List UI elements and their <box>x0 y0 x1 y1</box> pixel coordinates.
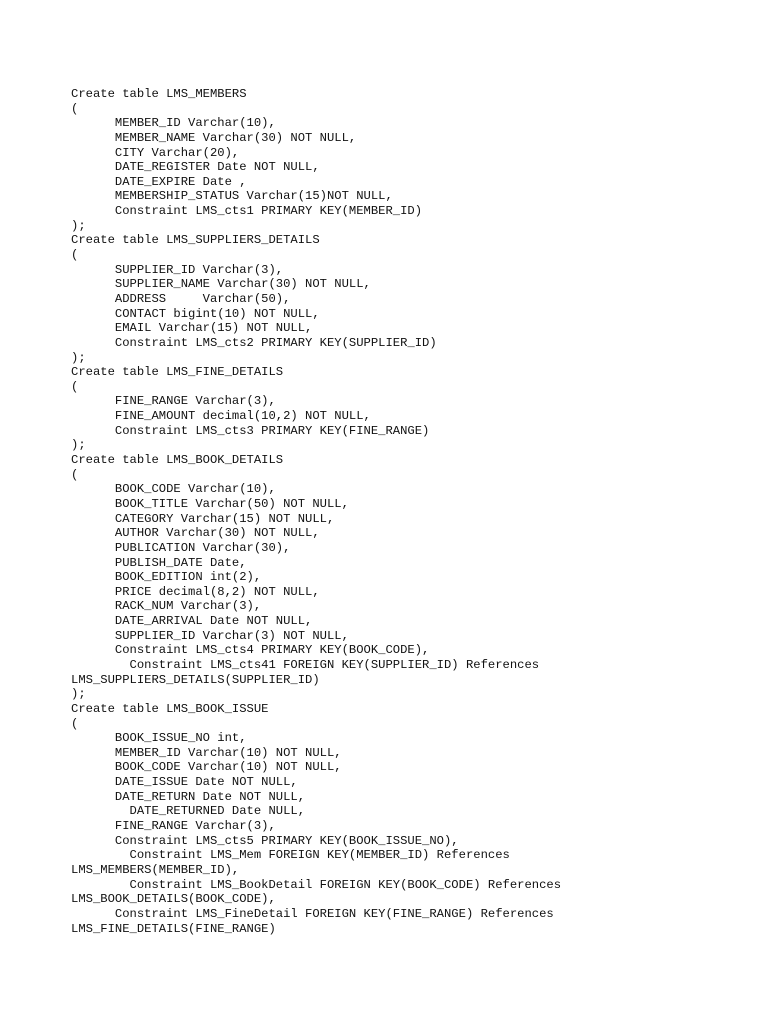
code-line: Constraint LMS_cts41 FOREIGN KEY(SUPPLIER_ID) References <box>71 657 540 672</box>
code-line: DATE_ARRIVAL Date NOT NULL, <box>71 614 313 629</box>
code-line: FINE_RANGE Varchar(3), <box>71 394 276 409</box>
code-line: Constraint LMS_FineDetail FOREIGN KEY(FINE_RANGE) References <box>71 906 554 921</box>
code-line: ADDRESS Varchar(50), <box>71 291 291 306</box>
code-line: Constraint LMS_cts2 PRIMARY KEY(SUPPLIER_ID) <box>71 335 437 350</box>
code-line: PRICE decimal(8,2) NOT NULL, <box>71 584 320 599</box>
code-line: AUTHOR Varchar(30) NOT NULL, <box>71 526 320 541</box>
code-line: PUBLISH_DATE Date, <box>71 555 247 570</box>
code-line: BOOK_EDITION int(2), <box>71 570 262 585</box>
code-line: BOOK_CODE Varchar(10) NOT NULL, <box>71 760 342 775</box>
code-line: LMS_MEMBERS(MEMBER_ID), <box>71 862 240 877</box>
code-line: BOOK_ISSUE_NO int, <box>71 731 247 746</box>
code-line: ( <box>71 716 79 731</box>
code-line: LMS_SUPPLIERS_DETAILS(SUPPLIER_ID) <box>71 672 320 687</box>
code-line: Create table LMS_BOOK_DETAILS <box>71 453 284 468</box>
code-line: ( <box>71 379 79 394</box>
code-line: DATE_REGISTER Date NOT NULL, <box>71 160 320 175</box>
code-line: LMS_BOOK_DETAILS(BOOK_CODE), <box>71 892 276 907</box>
code-line: ( <box>71 467 79 482</box>
code-line: CITY Varchar(20), <box>71 145 240 160</box>
code-line: Constraint LMS_BookDetail FOREIGN KEY(BOOK_CODE) References <box>71 877 562 892</box>
code-line: Constraint LMS_cts4 PRIMARY KEY(BOOK_CODE), <box>71 643 430 658</box>
code-line: Create table LMS_FINE_DETAILS <box>71 365 284 380</box>
code-line: FINE_AMOUNT decimal(10,2) NOT NULL, <box>71 409 371 424</box>
code-line: Create table LMS_MEMBERS <box>71 87 247 101</box>
code-line: Constraint LMS_cts1 PRIMARY KEY(MEMBER_ID) <box>71 204 423 219</box>
code-line: ( <box>71 101 79 116</box>
code-line: CONTACT bigint(10) NOT NULL, <box>71 306 320 321</box>
code-line: MEMBER_ID Varchar(10), <box>71 116 276 131</box>
code-line: SUPPLIER_ID Varchar(3), <box>71 262 284 277</box>
code-line: DATE_EXPIRE Date , <box>71 174 247 189</box>
code-line: RACK_NUM Varchar(3), <box>71 599 262 614</box>
sql-document <box>71 87 751 936</box>
code-line: BOOK_TITLE Varchar(50) NOT NULL, <box>71 496 349 511</box>
code-line: EMAIL Varchar(15) NOT NULL, <box>71 321 313 336</box>
code-line: DATE_RETURN Date NOT NULL, <box>71 789 306 804</box>
code-line: DATE_RETURNED Date NULL, <box>71 804 306 819</box>
code-line: CATEGORY Varchar(15) NOT NULL, <box>71 511 335 526</box>
code-line: SUPPLIER_ID Varchar(3) NOT NULL, <box>71 628 349 643</box>
code-line: Create table LMS_BOOK_ISSUE <box>71 701 269 716</box>
code-line: Constraint LMS_Mem FOREIGN KEY(MEMBER_ID) References <box>71 848 510 863</box>
code-line: ); <box>71 350 86 365</box>
code-line: Constraint LMS_cts3 PRIMARY KEY(FINE_RANGE) <box>71 423 430 438</box>
code-line: Constraint LMS_cts5 PRIMARY KEY(BOOK_ISSUE_NO), <box>71 833 459 848</box>
code-line: ); <box>71 438 86 453</box>
code-line: MEMBER_NAME Varchar(30) NOT NULL, <box>71 130 357 145</box>
code-line: MEMBER_ID Varchar(10) NOT NULL, <box>71 745 342 760</box>
code-line: PUBLICATION Varchar(30), <box>71 540 291 555</box>
code-line: FINE_RANGE Varchar(3), <box>71 819 276 834</box>
code-line: ); <box>71 218 86 233</box>
code-line: ( <box>71 248 79 263</box>
code-line: DATE_ISSUE Date NOT NULL, <box>71 775 298 790</box>
code-line: ); <box>71 687 86 702</box>
code-line: Create table LMS_SUPPLIERS_DETAILS <box>71 233 320 248</box>
code-line: SUPPLIER_NAME Varchar(30) NOT NULL, <box>71 277 371 292</box>
code-line: BOOK_CODE Varchar(10), <box>71 482 276 497</box>
code-line: MEMBERSHIP_STATUS Varchar(15)NOT NULL, <box>71 189 393 204</box>
code-line: LMS_FINE_DETAILS(FINE_RANGE) <box>71 921 276 936</box>
